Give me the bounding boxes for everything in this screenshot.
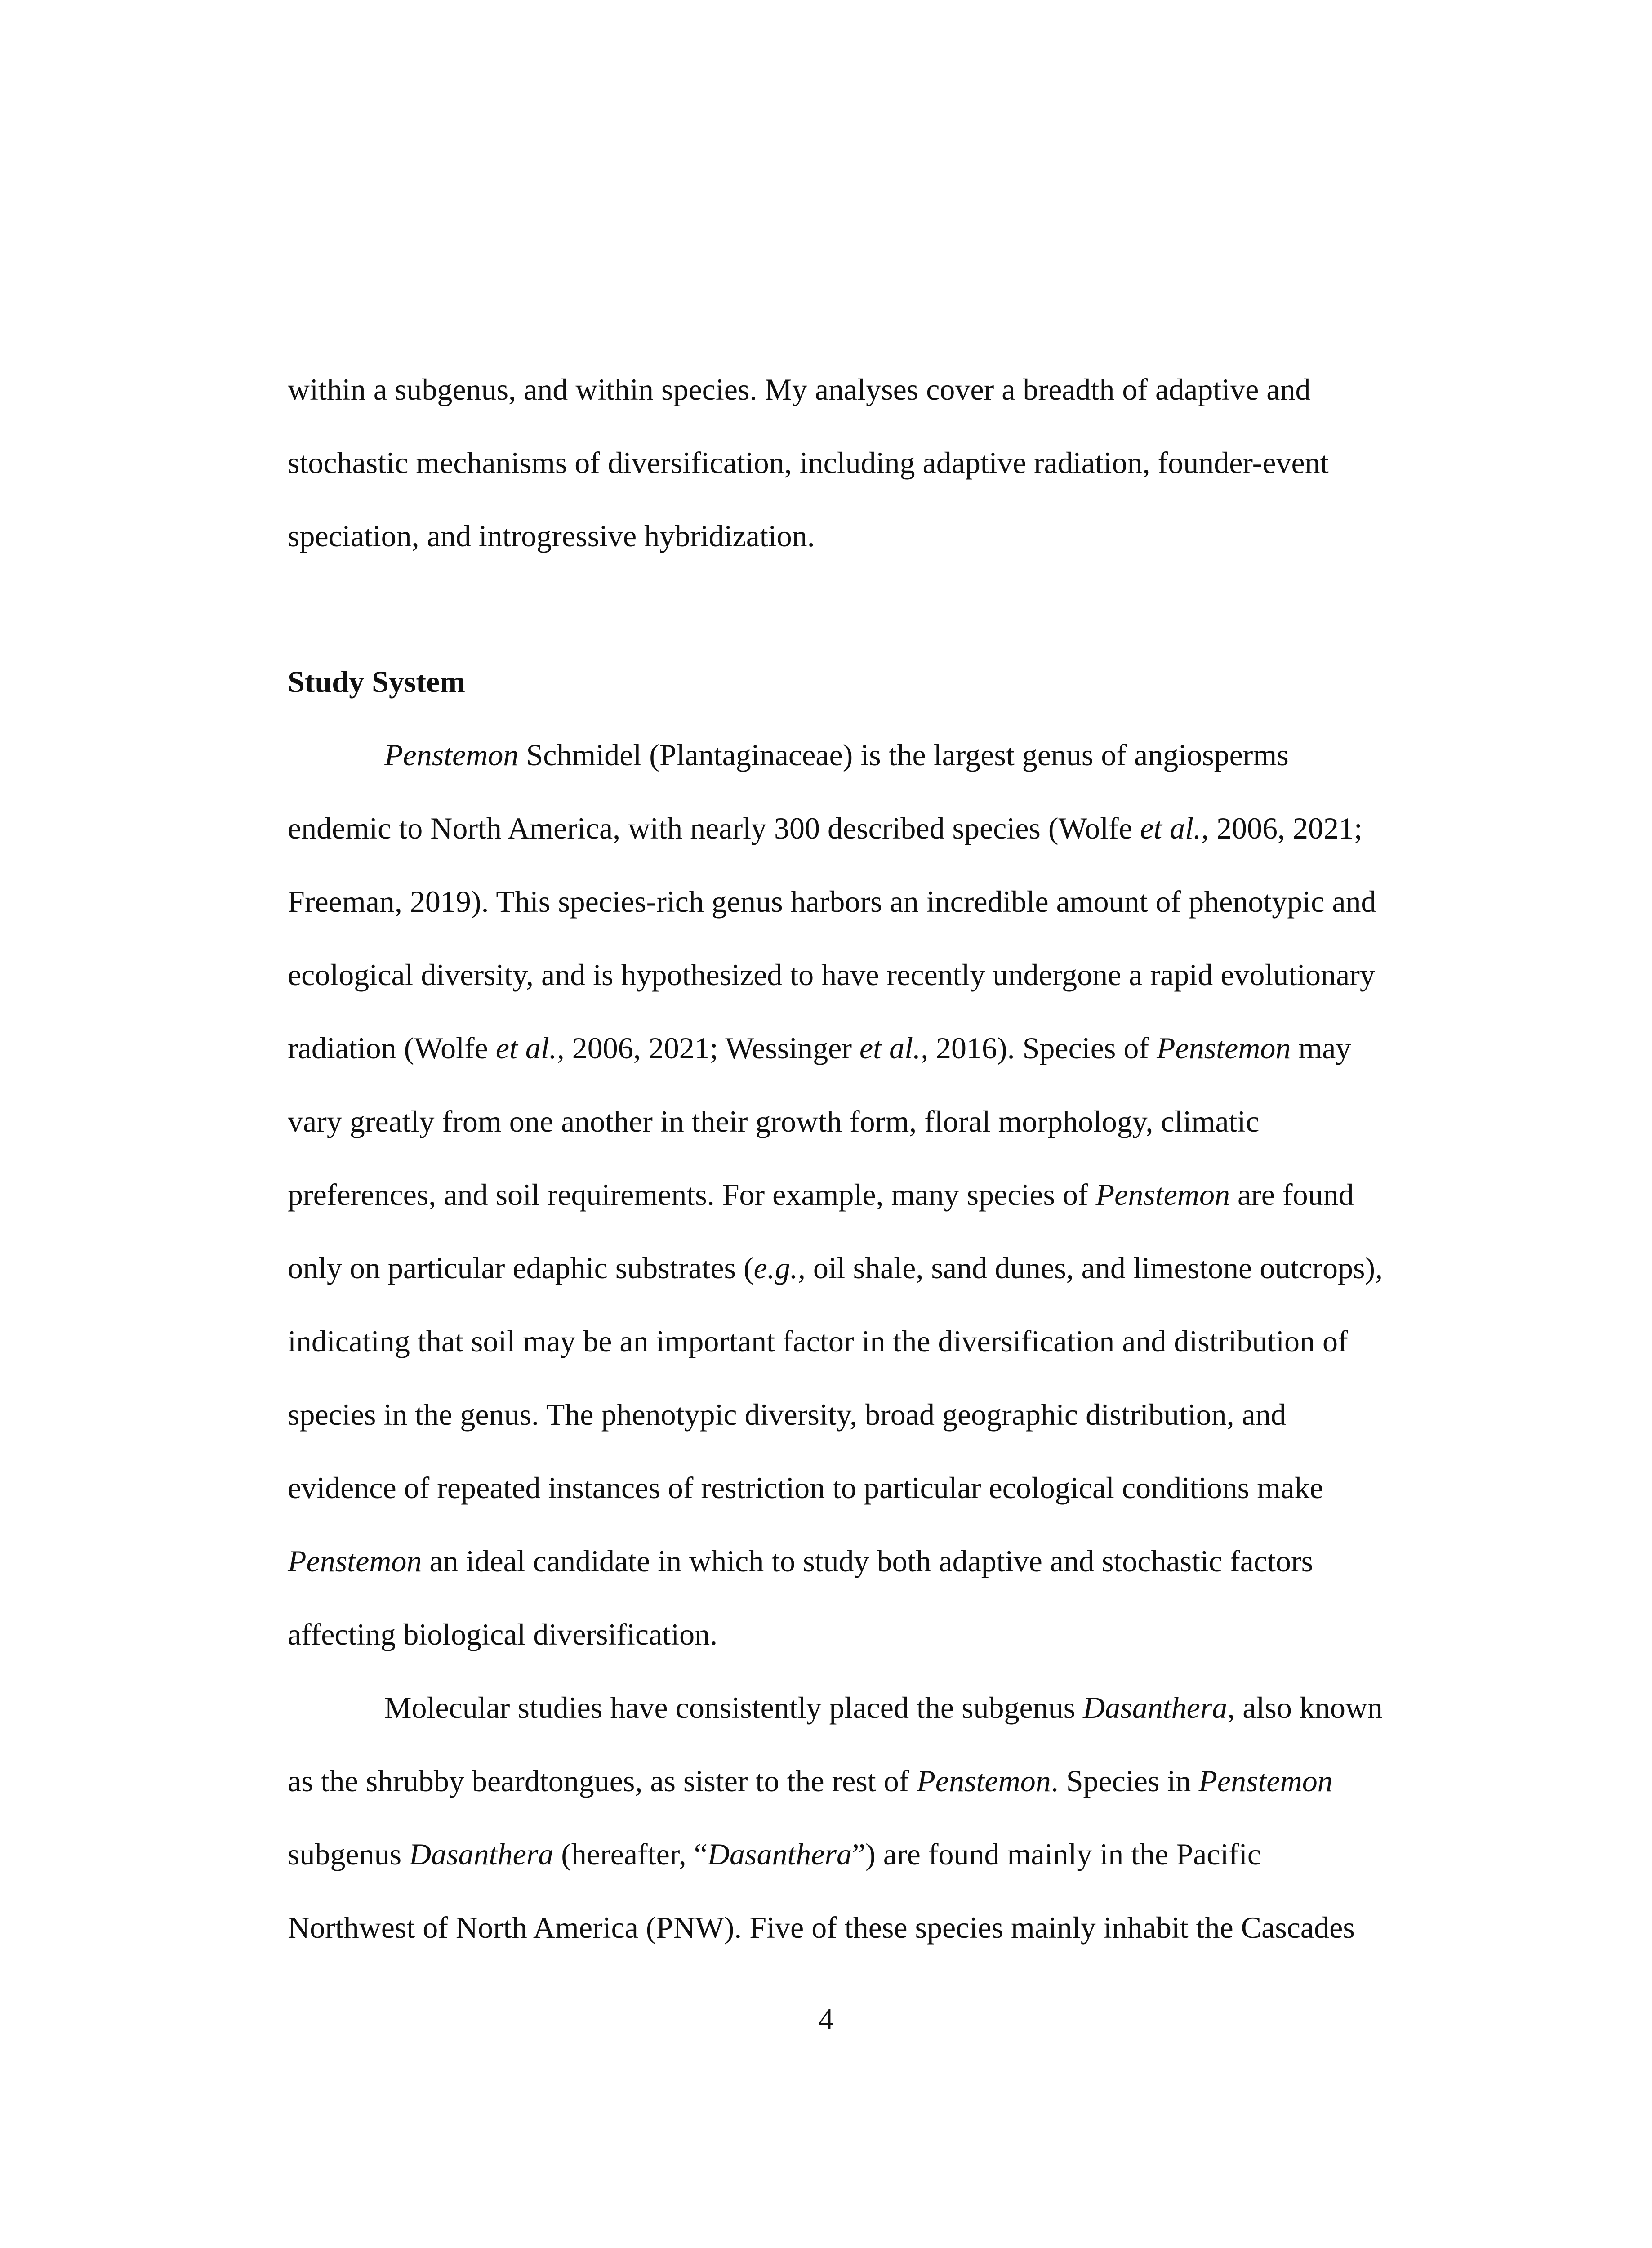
p1-line-1: Penstemon Schmidel (Plantaginaceae) is the largest genus of angiosperms	[384, 738, 1289, 772]
p1-line-8: only on particular edaphic substrates (e.g., oil shale, sand dunes, and limestone outcrops),	[288, 1251, 1383, 1285]
genus-name: Penstemon	[917, 1764, 1051, 1798]
intro-line-1: within a subgenus, and within species. My analyses cover a breadth of adaptive and	[288, 372, 1311, 406]
et-al-citation: et al.,	[495, 1031, 565, 1065]
section-heading: Study System	[288, 665, 465, 699]
p2-line-1: Molecular studies have consistently placed the subgenus Dasanthera, also known	[384, 1690, 1383, 1725]
p2-line-4: Northwest of North America (PNW). Five of these species mainly inhabit the Cascades	[288, 1910, 1355, 1945]
p1-line-2: endemic to North America, with nearly 300 described species (Wolfe et al., 2006, 2021;	[288, 811, 1363, 845]
p1-line-7: preferences, and soil requirements. For example, many species of Penstemon are found	[288, 1178, 1354, 1212]
p2-line-2: as the shrubby beardtongues, as sister to the rest of Penstemon. Species in Penstemon	[288, 1764, 1333, 1798]
p1-line-11: evidence of repeated instances of restriction to particular ecological conditions make	[288, 1471, 1323, 1505]
eg-abbreviation: e.g.,	[753, 1251, 806, 1285]
subgenus-name: Dasanthera	[1083, 1690, 1228, 1725]
p2-line-3: subgenus Dasanthera (hereafter, “Dasanthera”) are found mainly in the Pacific	[288, 1837, 1261, 1871]
genus-name: Penstemon	[1198, 1764, 1333, 1798]
p1-line-10: species in the genus. The phenotypic diversity, broad geographic distribution, and	[288, 1397, 1286, 1432]
intro-paragraph	[288, 353, 1438, 573]
intro-line-3: speciation, and introgressive hybridization.	[288, 519, 815, 553]
p1-line-13: affecting biological diversification.	[288, 1617, 718, 1651]
genus-name: Penstemon	[1095, 1178, 1230, 1212]
study-system-paragraph-1	[288, 718, 1438, 1671]
page-number: 4	[818, 2002, 834, 2036]
p1-line-5: radiation (Wolfe et al., 2006, 2021; Wessinger et al., 2016). Species of Penstemon may	[288, 1031, 1351, 1065]
study-system-paragraph-2	[288, 1671, 1438, 1964]
et-al-citation: et al.,	[1140, 811, 1209, 845]
p1-line-4: ecological diversity, and is hypothesized to have recently undergone a rapid evolutionary	[288, 958, 1375, 992]
intro-line-2: stochastic mechanisms of diversification, including adaptive radiation, founder-event	[288, 446, 1329, 480]
p1-line-3: Freeman, 2019). This species-rich genus harbors an incredible amount of phenotypic and	[288, 884, 1376, 919]
p1-line-6: vary greatly from one another in their growth form, floral morphology, climatic	[288, 1104, 1260, 1138]
subgenus-name: Dasanthera	[707, 1837, 852, 1871]
subgenus-name: Dasanthera	[409, 1837, 554, 1871]
p1-line-12: Penstemon an ideal candidate in which to study both adaptive and stochastic factors	[288, 1544, 1314, 1578]
et-al-citation: et al.,	[859, 1031, 928, 1065]
genus-name: Penstemon	[1156, 1031, 1291, 1065]
genus-name: Penstemon	[288, 1544, 422, 1578]
p1-line-9: indicating that soil may be an important factor in the diversification and distribution of	[288, 1324, 1348, 1358]
genus-name: Penstemon	[384, 738, 519, 772]
